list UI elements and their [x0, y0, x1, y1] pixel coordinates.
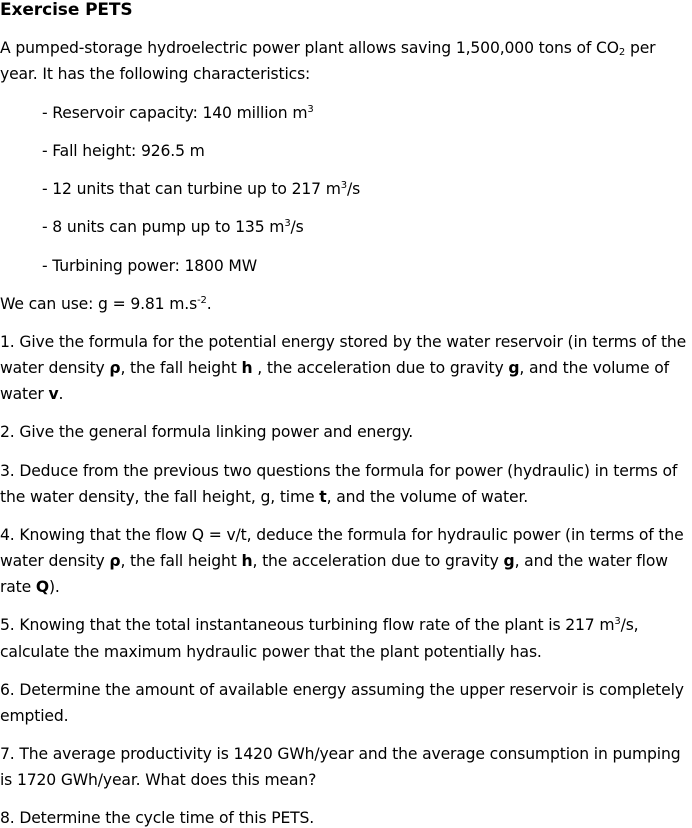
question-text: ).: [49, 578, 60, 596]
question-5-line-1: [0, 615, 639, 635]
question-text: , the fall height: [120, 552, 242, 570]
bold-symbol: ρ: [109, 552, 121, 570]
intro-line-1: [0, 38, 655, 58]
characteristic-reservoir: [42, 103, 314, 123]
question-5-line-2: calculate the maximum hydraulic power that the plant potentially has.: [0, 643, 542, 661]
question-1-line-3: [0, 384, 63, 404]
gravity-note: [0, 294, 212, 314]
gravity-text: We can use: g = 9.81 m.s: [0, 295, 198, 313]
bold-symbol: g: [503, 552, 515, 570]
question-text: .: [58, 385, 64, 403]
bold-symbol: h: [241, 359, 253, 377]
characteristic-text: - 12 units that can turbine up to 217 m: [42, 180, 341, 198]
superscript: 3: [614, 616, 621, 627]
question-8-line-1: 8. Determine the cycle time of this PETS.: [0, 809, 315, 827]
characteristic-turbine-units: [42, 179, 360, 199]
bold-symbol: ρ: [109, 359, 121, 377]
intro-text: per: [625, 39, 656, 57]
characteristic-fall-height: - Fall height: 926.5 m: [42, 142, 205, 160]
question-3-line-2: [0, 487, 528, 507]
superscript: -2: [197, 295, 207, 306]
question-4-line-3: [0, 577, 60, 597]
intro-line-2: year. It has the following characteristics:: [0, 65, 311, 83]
characteristic-text: /s: [290, 218, 304, 236]
question-1-line-1: 1. Give the formula for the potential energy stored by the water reservoir (in terms of the: [0, 333, 687, 351]
question-text: , the fall height: [120, 359, 242, 377]
characteristic-turbining-power: - Turbining power: 1800 MW: [42, 257, 257, 275]
bold-symbol: t: [319, 488, 327, 506]
question-4-line-2: [0, 551, 668, 571]
question-text: rate: [0, 578, 36, 596]
question-7-line-2: is 1720 GWh/year. What does this mean?: [0, 771, 317, 789]
question-6-line-1: 6. Determine the amount of available energy assuming the upper reservoir is completely: [0, 681, 684, 699]
question-3-line-1: 3. Deduce from the previous two questions the formula for power (hydraulic) in terms of: [0, 462, 678, 480]
bold-symbol: h: [241, 552, 253, 570]
superscript: 3: [307, 104, 314, 115]
question-text: water: [0, 385, 49, 403]
intro-text: A pumped-storage hydroelectric power plant allows saving 1,500,000 tons of CO: [0, 39, 619, 57]
bold-symbol: v: [48, 385, 59, 403]
question-1-line-2: [0, 358, 669, 378]
question-text: , and the volume of: [519, 359, 670, 377]
question-6-line-2: emptied.: [0, 707, 69, 725]
question-text: /s,: [620, 616, 639, 634]
characteristic-pump-units: [42, 217, 304, 237]
bold-symbol: g: [508, 359, 520, 377]
superscript: 3: [284, 218, 291, 229]
characteristic-text: - 8 units can pump up to 135 m: [42, 218, 285, 236]
question-7-line-1: 7. The average productivity is 1420 GWh/year and the average consumption in pumping: [0, 745, 681, 763]
co2-subscript: 2: [618, 47, 626, 58]
gravity-text: .: [206, 295, 212, 313]
superscript: 3: [340, 180, 347, 191]
question-text: , the acceleration due to gravity: [252, 359, 509, 377]
question-4-line-1: 4. Knowing that the flow Q = v/t, deduce the formula for hydraulic power (in terms of the: [0, 526, 684, 544]
characteristic-text: - Reservoir capacity: 140 million m: [42, 104, 308, 122]
question-text: , and the volume of water.: [326, 488, 529, 506]
question-2-line-1: 2. Give the general formula linking power and energy.: [0, 423, 414, 441]
question-text: water density: [0, 552, 110, 570]
question-text: 5. Knowing that the total instantaneous turbining flow rate of the plant is 217 m: [0, 616, 615, 634]
bold-symbol: Q: [35, 578, 49, 596]
question-text: water density: [0, 359, 110, 377]
question-text: the water density, the fall height, g, time: [0, 488, 320, 506]
question-text: , and the water flow: [514, 552, 668, 570]
characteristic-text: /s: [346, 180, 361, 198]
question-text: , the acceleration due to gravity: [252, 552, 504, 570]
exercise-title: Exercise PETS: [0, 0, 133, 20]
